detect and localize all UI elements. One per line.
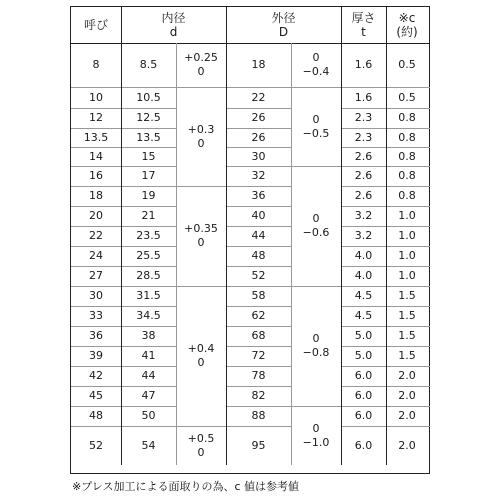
cell-nominal-text: 52	[89, 438, 103, 452]
table-rule	[226, 406, 291, 407]
cell-inner-tolerance	[176, 426, 226, 465]
cell-nominal	[71, 386, 121, 406]
cell-chamfer	[386, 226, 428, 246]
cell-chamfer-text: 0.8	[398, 111, 416, 124]
header-inner-diameter-text: d	[169, 25, 178, 39]
table-rule	[71, 43, 430, 44]
table-rule	[226, 186, 291, 187]
cell-outer-tolerance	[291, 43, 341, 87]
cell-outer-D-text: 26	[251, 111, 266, 124]
table-rule	[226, 366, 291, 367]
cell-inner-d-text: 38	[141, 329, 156, 342]
cell-inner-d	[121, 346, 176, 366]
cell-inner-d	[121, 108, 176, 128]
cell-inner-tolerance	[176, 186, 226, 286]
cell-outer-D	[226, 226, 291, 246]
cell-inner-d	[121, 266, 176, 286]
cell-thickness	[341, 206, 386, 226]
cell-inner-tolerance-text: 0	[197, 136, 205, 150]
cell-thickness	[341, 386, 386, 406]
cell-outer-tolerance-text: 0	[312, 332, 320, 345]
cell-outer-D-text: 72	[251, 349, 266, 362]
cell-thickness-text: 4.5	[354, 289, 373, 302]
washer-dimension-table	[70, 6, 430, 474]
cell-thickness	[341, 43, 386, 87]
cell-outer-tolerance	[291, 286, 341, 406]
cell-inner-d	[121, 147, 176, 166]
cell-thickness	[341, 426, 386, 465]
cell-outer-D-text: 22	[251, 90, 266, 104]
cell-outer-tolerance-text: 0	[312, 112, 320, 126]
cell-thickness	[341, 128, 386, 147]
cell-thickness-text: 5.0	[354, 329, 373, 342]
cell-nominal	[71, 128, 121, 147]
cell-thickness	[341, 246, 386, 266]
cell-chamfer-text: 1.0	[398, 209, 416, 222]
cell-nominal	[71, 346, 121, 366]
table-rule	[71, 406, 176, 407]
cell-thickness	[341, 108, 386, 128]
table-rule	[71, 426, 176, 427]
cell-thickness	[341, 87, 386, 108]
cell-thickness-text: 6.0	[354, 438, 373, 452]
cell-outer-D	[226, 128, 291, 147]
cell-nominal	[71, 186, 121, 206]
cell-outer-D-text: 44	[251, 229, 266, 242]
table-rule	[291, 43, 292, 465]
table-rule	[71, 166, 176, 167]
cell-outer-D	[226, 87, 291, 108]
cell-nominal-text: 13.5	[83, 130, 109, 144]
cell-thickness-text: 6.0	[354, 409, 373, 422]
cell-chamfer-text: 1.5	[398, 289, 416, 302]
cell-outer-D	[226, 346, 291, 366]
cell-chamfer	[386, 326, 428, 346]
cell-thickness-text: 6.0	[354, 389, 373, 402]
cell-outer-D	[226, 166, 291, 186]
cell-outer-D	[226, 406, 291, 426]
cell-chamfer-text: 0.5	[398, 58, 416, 71]
header-chamfer	[386, 7, 428, 43]
table-rule	[176, 186, 226, 187]
cell-chamfer-text: 0.5	[398, 90, 416, 104]
cell-inner-d-text: 54	[141, 438, 156, 452]
cell-chamfer	[386, 87, 428, 108]
cell-inner-d	[121, 246, 176, 266]
table-rule	[71, 386, 176, 387]
table-rule	[176, 426, 226, 427]
cell-nominal-text: 8	[92, 58, 100, 71]
cell-inner-tolerance-text: +0.5	[187, 431, 215, 445]
table-rule	[226, 426, 291, 427]
table-rule	[71, 186, 176, 187]
cell-inner-tolerance	[176, 43, 226, 87]
cell-outer-tolerance	[291, 87, 341, 166]
table-rule	[226, 147, 291, 148]
cell-nominal	[71, 206, 121, 226]
cell-outer-D	[226, 147, 291, 166]
cell-chamfer	[386, 306, 428, 326]
cell-chamfer-text: 0.8	[398, 149, 416, 163]
cell-nominal-text: 33	[89, 309, 103, 322]
cell-nominal	[71, 246, 121, 266]
cell-outer-D	[226, 43, 291, 87]
cell-chamfer	[386, 246, 428, 266]
cell-chamfer	[386, 406, 428, 426]
cell-outer-D-text: 68	[251, 329, 266, 342]
cell-outer-tolerance-text: −0.4	[302, 65, 330, 78]
cell-chamfer-text: 0.8	[398, 169, 416, 182]
cell-chamfer	[386, 43, 428, 87]
cell-chamfer	[386, 346, 428, 366]
cell-chamfer-text: 1.0	[398, 229, 416, 242]
cell-nominal-text: 42	[89, 369, 103, 382]
cell-inner-d-text: 41	[141, 349, 156, 362]
cell-outer-D	[226, 206, 291, 226]
cell-inner-d-text: 12.5	[136, 111, 161, 124]
cell-outer-D	[226, 266, 291, 286]
cell-chamfer	[386, 286, 428, 306]
cell-thickness-text: 4.5	[354, 309, 373, 322]
cell-nominal-text: 48	[89, 409, 103, 422]
cell-inner-d-text: 44	[141, 369, 156, 382]
cell-outer-tolerance-text: −0.8	[302, 346, 330, 359]
header-outer-diameter	[226, 7, 341, 43]
cell-inner-d-text: 13.5	[136, 130, 161, 144]
cell-outer-D	[226, 246, 291, 266]
cell-inner-d	[121, 128, 176, 147]
table-rule	[71, 246, 176, 247]
cell-nominal	[71, 366, 121, 386]
cell-outer-D-text: 95	[251, 438, 266, 452]
cell-inner-d-text: 19	[141, 189, 156, 202]
cell-nominal	[71, 108, 121, 128]
cell-nominal	[71, 166, 121, 186]
cell-nominal-text: 20	[89, 209, 103, 222]
cell-inner-d-text: 10.5	[136, 90, 161, 104]
header-inner-diameter-text: 内径	[161, 11, 186, 25]
cell-nominal-text: 27	[89, 269, 103, 282]
cell-inner-d	[121, 286, 176, 306]
cell-thickness	[341, 286, 386, 306]
cell-outer-D-text: 52	[251, 269, 266, 282]
cell-nominal-text: 18	[89, 189, 103, 202]
cell-chamfer	[386, 266, 428, 286]
cell-outer-D	[226, 306, 291, 326]
cell-outer-D	[226, 426, 291, 465]
table-rule	[71, 366, 176, 367]
cell-nominal-text: 39	[89, 349, 103, 362]
cell-nominal-text: 45	[89, 389, 103, 402]
table-rule	[226, 7, 227, 465]
table-rule	[71, 87, 176, 88]
cell-outer-tolerance-text: −0.6	[302, 226, 330, 239]
header-chamfer-text: (約)	[396, 25, 418, 39]
table-rule	[121, 7, 122, 465]
table-rule	[71, 206, 176, 207]
cell-nominal	[71, 326, 121, 346]
cell-thickness	[341, 406, 386, 426]
cell-inner-tolerance-text: +0.4	[187, 342, 215, 355]
footnote: ※プレス加工による面取りの為、c 値は参考値	[72, 480, 299, 493]
table-rule	[291, 286, 341, 287]
cell-inner-d	[121, 366, 176, 386]
table-rule	[176, 286, 226, 287]
cell-chamfer	[386, 108, 428, 128]
cell-thickness-text: 5.0	[354, 349, 373, 362]
cell-chamfer-text: 1.5	[398, 349, 416, 362]
cell-inner-tolerance-text: 0	[197, 356, 205, 369]
cell-chamfer-text: 2.0	[398, 369, 416, 382]
cell-nominal	[71, 406, 121, 426]
cell-outer-D-text: 18	[251, 58, 266, 71]
cell-chamfer	[386, 147, 428, 166]
header-thickness-text: 厚さ	[351, 11, 376, 25]
cell-inner-tolerance-text: +0.3	[187, 122, 215, 136]
cell-nominal	[71, 306, 121, 326]
cell-chamfer-text: 1.0	[398, 249, 416, 262]
cell-chamfer	[386, 186, 428, 206]
cell-nominal-text: 16	[89, 169, 103, 182]
cell-outer-D-text: 58	[251, 289, 266, 302]
cell-nominal	[71, 147, 121, 166]
table-rule	[226, 266, 291, 267]
header-thickness	[341, 7, 386, 43]
header-outer-diameter-text: D	[278, 25, 289, 39]
cell-chamfer-text: 0.8	[398, 130, 416, 144]
table-rule	[226, 87, 291, 88]
cell-thickness	[341, 266, 386, 286]
table-rule	[71, 226, 176, 227]
cell-nominal	[71, 266, 121, 286]
cell-outer-D	[226, 386, 291, 406]
cell-inner-d	[121, 226, 176, 246]
cell-outer-D-text: 62	[251, 309, 266, 322]
cell-outer-tolerance	[291, 166, 341, 286]
cell-thickness	[341, 346, 386, 366]
cell-thickness-text: 3.2	[354, 209, 373, 222]
cell-thickness-text: 1.6	[354, 58, 373, 71]
cell-inner-tolerance	[176, 286, 226, 426]
cell-outer-tolerance-text: 0	[312, 212, 320, 225]
cell-inner-d	[121, 206, 176, 226]
cell-inner-d-text: 8.5	[139, 58, 158, 71]
cell-inner-d-text: 34.5	[136, 309, 161, 322]
cell-thickness-text: 2.6	[354, 169, 373, 182]
cell-chamfer	[386, 366, 428, 386]
cell-chamfer	[386, 426, 428, 465]
cell-outer-D-text: 32	[251, 169, 266, 182]
cell-inner-d	[121, 426, 176, 465]
cell-thickness	[341, 306, 386, 326]
cell-outer-D-text: 82	[251, 389, 266, 402]
cell-inner-tolerance-text: 0	[197, 65, 205, 78]
table-rule	[226, 128, 291, 129]
cell-thickness	[341, 186, 386, 206]
table-rule	[291, 406, 341, 407]
cell-outer-D-text: 36	[251, 189, 266, 202]
header-nominal-text: 呼び	[83, 18, 108, 32]
table-rule	[226, 346, 291, 347]
table-rule	[386, 7, 387, 465]
table-rule	[291, 166, 341, 167]
cell-chamfer-text: 2.0	[398, 438, 416, 452]
cell-inner-tolerance	[176, 87, 226, 186]
cell-outer-tolerance-text: 0	[312, 51, 320, 64]
cell-outer-D-text: 40	[251, 209, 266, 222]
cell-nominal	[71, 43, 121, 87]
cell-inner-d-text: 25.5	[136, 249, 161, 262]
table-rule	[176, 43, 177, 465]
cell-outer-D	[226, 286, 291, 306]
cell-outer-tolerance	[291, 406, 341, 465]
table-rule	[71, 326, 176, 327]
table-rule	[71, 346, 176, 347]
cell-thickness-text: 2.3	[354, 130, 373, 144]
table-rule	[71, 266, 176, 267]
table-rule	[71, 306, 176, 307]
header-nominal	[71, 7, 121, 43]
cell-chamfer-text: 2.0	[398, 409, 416, 422]
cell-outer-D-text: 30	[251, 149, 266, 163]
cell-outer-tolerance-text: −0.5	[302, 126, 330, 140]
cell-outer-D-text: 26	[251, 130, 266, 144]
cell-inner-tolerance-text: 0	[197, 445, 205, 459]
table-rule	[71, 147, 176, 148]
table-rule	[226, 226, 291, 227]
cell-nominal-text: 30	[89, 289, 103, 302]
cell-outer-D	[226, 366, 291, 386]
table-rule	[71, 108, 176, 109]
cell-outer-D-text: 48	[251, 249, 266, 262]
cell-outer-D	[226, 186, 291, 206]
table-rule	[226, 206, 291, 207]
cell-thickness	[341, 366, 386, 386]
cell-chamfer-text: 1.5	[398, 329, 416, 342]
cell-thickness-text: 2.6	[354, 149, 373, 163]
cell-chamfer	[386, 206, 428, 226]
cell-outer-tolerance-text: 0	[312, 421, 320, 435]
table-rule	[226, 166, 291, 167]
cell-inner-d	[121, 406, 176, 426]
cell-nominal	[71, 286, 121, 306]
cell-outer-D-text: 78	[251, 369, 266, 382]
cell-inner-d	[121, 87, 176, 108]
cell-chamfer-text: 2.0	[398, 389, 416, 402]
header-outer-diameter-text: 外径	[271, 11, 296, 25]
table-rule	[226, 306, 291, 307]
cell-nominal-text: 36	[89, 329, 103, 342]
cell-thickness	[341, 147, 386, 166]
cell-outer-D-text: 88	[251, 409, 266, 422]
cell-nominal-text: 24	[89, 249, 103, 262]
cell-thickness	[341, 226, 386, 246]
cell-inner-d	[121, 43, 176, 87]
header-chamfer-text: ※c	[398, 11, 416, 25]
table-rule	[226, 286, 291, 287]
cell-nominal-text: 10	[89, 90, 103, 104]
cell-thickness-text: 3.2	[354, 229, 373, 242]
cell-thickness-text: 2.6	[354, 189, 373, 202]
cell-chamfer	[386, 128, 428, 147]
cell-inner-tolerance-text: +0.35	[184, 222, 218, 235]
cell-inner-d-text: 23.5	[136, 229, 161, 242]
cell-thickness-text: 4.0	[354, 269, 373, 282]
cell-thickness-text: 1.6	[354, 90, 373, 104]
cell-nominal	[71, 87, 121, 108]
cell-inner-d	[121, 306, 176, 326]
cell-inner-d-text: 17	[141, 169, 156, 182]
cell-nominal	[71, 226, 121, 246]
table-rule	[176, 87, 226, 88]
table-rule	[226, 326, 291, 327]
cell-inner-d-text: 31.5	[136, 289, 161, 302]
cell-thickness-text: 2.3	[354, 111, 373, 124]
cell-outer-D	[226, 108, 291, 128]
cell-inner-d-text: 50	[141, 409, 156, 422]
cell-inner-d-text: 21	[141, 209, 156, 222]
cell-chamfer-text: 1.0	[398, 269, 416, 282]
cell-thickness	[341, 166, 386, 186]
table-rule	[291, 87, 341, 88]
table-rule	[226, 108, 291, 109]
header-inner-diameter	[121, 7, 226, 43]
cell-chamfer	[386, 386, 428, 406]
cell-nominal-text: 12	[89, 111, 103, 124]
table-rule	[226, 386, 291, 387]
cell-inner-d	[121, 186, 176, 206]
table-rule	[71, 286, 176, 287]
cell-nominal	[71, 426, 121, 465]
table-rule	[71, 128, 176, 129]
cell-inner-tolerance-text: +0.25	[184, 51, 218, 64]
cell-thickness-text: 6.0	[354, 369, 373, 382]
table-rule	[341, 7, 342, 465]
cell-outer-tolerance-text: −1.0	[302, 435, 330, 449]
cell-chamfer-text: 0.8	[398, 189, 416, 202]
cell-inner-d	[121, 326, 176, 346]
cell-inner-d	[121, 166, 176, 186]
cell-inner-d-text: 28.5	[136, 269, 161, 282]
cell-thickness-text: 4.0	[354, 249, 373, 262]
header-thickness-text: t	[361, 25, 366, 39]
cell-thickness	[341, 326, 386, 346]
cell-nominal-text: 14	[89, 149, 103, 163]
cell-inner-d-text: 47	[141, 389, 156, 402]
cell-outer-D	[226, 326, 291, 346]
cell-chamfer-text: 1.5	[398, 309, 416, 322]
cell-inner-tolerance-text: 0	[197, 236, 205, 249]
cell-chamfer	[386, 166, 428, 186]
cell-inner-d	[121, 386, 176, 406]
table-rule	[226, 246, 291, 247]
cell-inner-d-text: 15	[141, 149, 156, 163]
cell-nominal-text: 22	[89, 229, 103, 242]
